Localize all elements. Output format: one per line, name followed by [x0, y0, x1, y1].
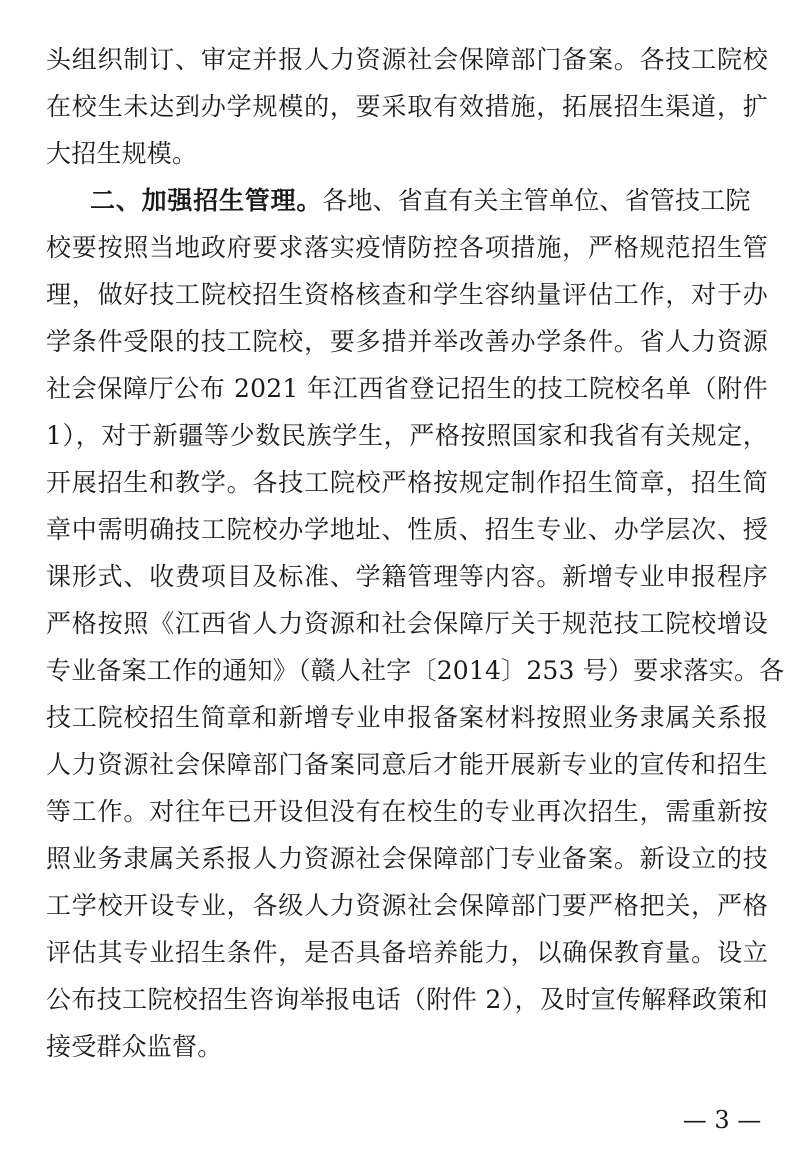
paragraph-line: 评估其专业招生条件，是否具备培养能力，以确保教育量。设立 [46, 938, 768, 967]
section-heading: 二、加强招生管理。 [90, 186, 323, 215]
paragraph-line: 严格按照《江西省人力资源和社会保障厅关于规范技工院校增设 [46, 609, 768, 638]
page-number: — 3 — [682, 1106, 762, 1134]
paragraph-line: 大招生规模。 [46, 139, 198, 168]
paragraph-line: 工学校开设专业，各级人力资源社会保障部门要严格把关，严格 [46, 891, 768, 920]
paragraph-line: 开展招生和教学。各技工院校严格按规定制作招生简章，招生简 [46, 468, 768, 497]
paragraph-line: 照业务隶属关系报人力资源社会保障部门专业备案。新设立的技 [46, 844, 768, 873]
paragraph-line: 在校生未达到办学规模的，要采取有效措施，拓展招生渠道，扩 [46, 92, 768, 121]
paragraph-line: 学条件受限的技工院校，要多措并举改善办学条件。省人力资源 [46, 327, 768, 356]
paragraph-line: 人力资源社会保障部门备案同意后才能开展新专业的宣传和招生 [46, 750, 768, 779]
paragraph-line: 公布技工院校招生咨询举报电话（附件 2），及时宣传解释政策和 [46, 985, 768, 1014]
section-heading-line [90, 181, 768, 221]
paragraph-line: 校要按照当地政府要求落实疫情防控各项措施，严格规范招生管 [46, 233, 768, 262]
paragraph-line: 社会保障厅公布 2021 年江西省登记招生的技工院校名单（附件 [46, 374, 769, 403]
paragraph-line: 专业备案工作的通知》（赣人社字〔2014〕253 号）要求落实。各 [46, 656, 785, 685]
paragraph-line: 接受群众监督。 [46, 1032, 223, 1061]
paragraph-line: 头组织制订、审定并报人力资源社会保障部门备案。各技工院校 [46, 45, 768, 74]
paragraph-line: 章中需明确技工院校办学地址、性质、招生专业、办学层次、授 [46, 515, 768, 544]
paragraph-line: 等工作。对往年已开设但没有在校生的专业再次招生，需重新按 [46, 797, 768, 826]
paragraph-line: 技工院校招生简章和新增专业申报备案材料按照业务隶属关系报 [46, 703, 768, 732]
paragraph-line: 课形式、收费项目及标准、学籍管理等内容。新增专业申报程序 [46, 562, 768, 591]
paragraph-line: 1），对于新疆等少数民族学生，严格按照国家和我省有关规定， [46, 421, 768, 450]
heading-line-rest: 各地、省直有关主管单位、省管技工院 [322, 186, 751, 215]
paragraph-line: 理，做好技工院校招生资格核查和学生容纳量评估工作，对于办 [46, 280, 768, 309]
